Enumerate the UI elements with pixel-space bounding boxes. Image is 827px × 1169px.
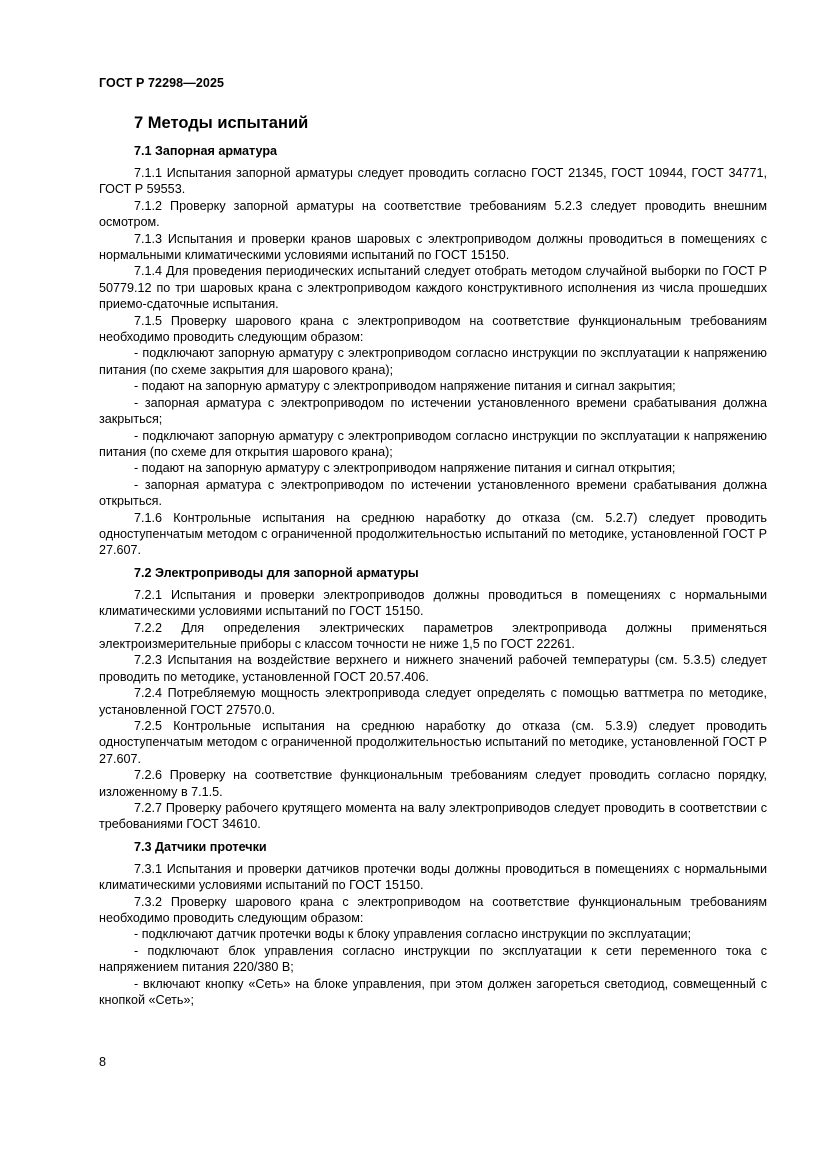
document-body [99, 112, 767, 1009]
subsection-7-2 [99, 565, 767, 833]
list-item: - подключают блок управления согласно инструкции по эксплуатации к сети переменного тока с напряжением питания 220/380 В; [99, 943, 767, 975]
document-header: ГОСТ Р 72298—2025 [99, 76, 225, 90]
subsection-title: 7.2 Электроприводы для запорной арматуры [134, 565, 419, 580]
paragraph: 7.1.5 Проверку шарового крана с электроприводом на соответствие функциональным требованиям необходимо проводить следующим образом: [99, 313, 767, 345]
paragraph: 7.2.6 Проверку на соответствие функциональным требованиям следует проводить согласно порядку, изложенному в 7.1.5. [99, 768, 767, 799]
list-item: - запорная арматура с электроприводом по истечении установленного времени срабатывания должна открыться. [99, 477, 767, 509]
paragraph: 7.2.1 Испытания и проверки электроприводов должны проводиться в помещениях с нормальными климатическими условиями испытаний по ГОСТ 15150. [99, 587, 767, 619]
paragraph: 7.1.6 Контрольные испытания на среднюю наработку до отказа (см. 5.2.7) следует проводить одноступенчатым методом с ограниченной продолжительностью испытаний по методике, установленной ГОСТ Р 27.607. [99, 510, 767, 558]
list-item: - подключают датчик протечки воды к блоку управления согласно инструкции по эксплуатации; [134, 927, 692, 942]
paragraph: 7.2.4 Потребляемую мощность электропривода следует определять с помощью ваттметра по методике, установленной ГОСТ 27570.0. [99, 686, 767, 717]
paragraph: 7.3.1 Испытания и проверки датчиков протечки воды должны проводиться в помещениях с нормальными климатическими условиями испытаний по ГОСТ 15150. [99, 861, 767, 893]
paragraph: 7.1.4 Для проведения периодических испытаний следует отобрать методом случайной выборки по ГОСТ Р 50779.12 по три шаровых крана с электроприводом каждого конструктивного исполнения из числа прошедших приемо-сдаточные испытания. [99, 264, 767, 312]
paragraph: 7.2.5 Контрольные испытания на среднюю наработку до отказа (см. 5.3.9) следует проводить одноступенчатым методом с ограниченной продолжительностью испытаний по методике, установленной ГОСТ Р 27.607. [99, 719, 767, 766]
list-item: - подают на запорную арматуру с электроприводом напряжение питания и сигнал открытия; [134, 461, 676, 476]
paragraph: 7.1.3 Испытания и проверки кранов шаровых с электроприводом должны проводиться в помещениях с нормальными климатическими условиями испытаний по ГОСТ 15150. [99, 231, 767, 263]
section-title: 7 Методы испытаний [134, 114, 309, 132]
paragraph: 7.3.2 Проверку шарового крана с электроприводом на соответствие функциональным требованиям необходимо проводить следующим образом: [99, 894, 767, 926]
paragraph: 7.2.2 Для определения электрических параметров электропривода должны применяться электроизмерительные приборы с классом точности не ниже 1,5 по ГОСТ 22261. [99, 620, 767, 651]
list-item: - подают на запорную арматуру с электроприводом напряжение питания и сигнал закрытия; [134, 379, 676, 394]
list-item: - включают кнопку «Сеть» на блоке управления, при этом должен загореться светодиод, совмещенный с кнопкой «Сеть»; [99, 976, 767, 1008]
list-item: - подключают запорную арматуру с электроприводом согласно инструкции по эксплуатации к напряжению питания (по схеме закрытия для шарового крана); [99, 346, 767, 377]
subsection-7-1 [99, 143, 767, 559]
paragraph: 7.2.7 Проверку рабочего крутящего момента на валу электроприводов следует проводить в соответствии с требованиями ГОСТ 34610. [99, 801, 767, 832]
list-item: - запорная арматура с электроприводом по истечении установленного времени срабатывания должна закрыться; [99, 395, 767, 427]
subsection-title: 7.1 Запорная арматура [134, 144, 278, 158]
list-item: - подключают запорную арматуру с электроприводом согласно инструкции по эксплуатации к напряжению питания (по схеме для открытия шарового крана); [99, 428, 767, 459]
paragraph: 7.1.1 Испытания запорной арматуры следует проводить согласно ГОСТ 21345, ГОСТ 10944, ГОСТ 34771, ГОСТ Р 59553. [99, 166, 767, 197]
page-number: 8 [99, 1055, 107, 1069]
subsection-title: 7.3 Датчики протечки [134, 839, 267, 854]
paragraph: 7.1.2 Проверку запорной арматуры на соответствие требованиям 5.2.3 следует проводить внешним осмотром. [99, 198, 767, 230]
paragraph: 7.2.3 Испытания на воздействие верхнего и нижнего значений рабочей температуры (см. 5.3.5) следует проводить по методике, установленной ГОСТ 20.57.406. [99, 653, 767, 684]
subsection-7-3 [99, 839, 767, 1009]
